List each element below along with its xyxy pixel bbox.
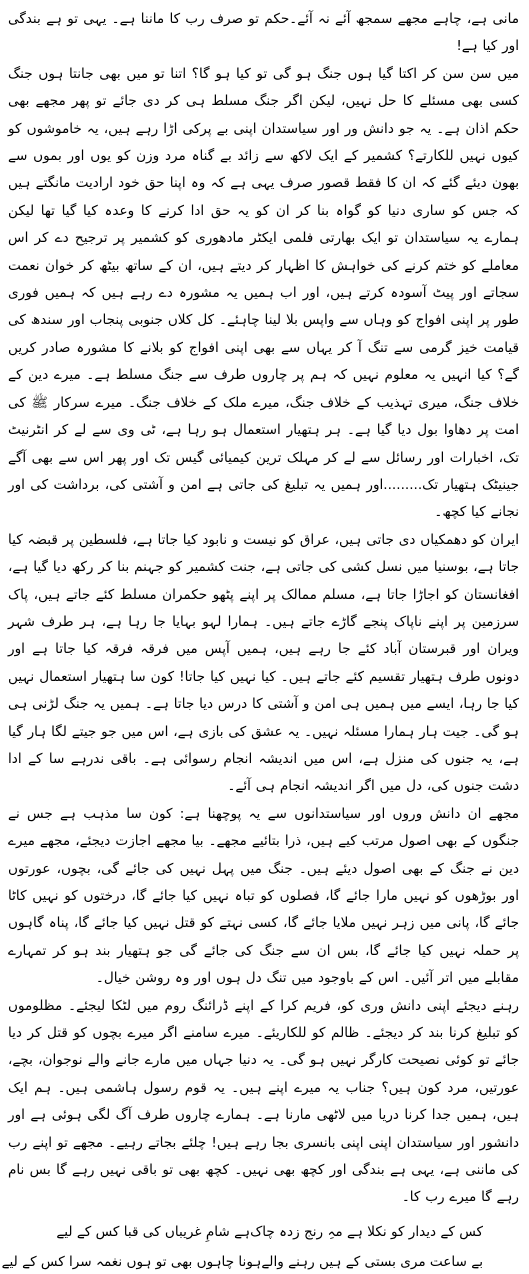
verse-1-first-half: کس کے دیدار کو نکلا ہے مہِ رنج زدہ چاک [250,1223,483,1240]
verse-line-2 [1,1250,483,1274]
poetry-couplet [1,1220,519,1274]
article-paragraph-oppression: ایران کو دھمکیاں دی جاتی ہیں، عراق کو نیست و نابود کیا جاتا ہے، فلسطین پر قبضہ کیا جاتا ہے، بوسنیا میں نسل کشی کی جاتی ہے، جنت کشمیر کو جہنم بنا کر رکھ دیا گیا ہے، افغانستان کو اجاڑا جاتا ہے، مسلم ممالک پر اپنے پٹھو حکمران مسلط کئے جاتے ہیں، پاک سرزمین پر اپنے ناپاک پنجے گاڑے جاتے ہیں۔ ہمارا لہو بہایا جا رہا ہے، ہر طرف شہر ویران اور قبرستان آباد کئے جا رہے ہیں، ہمیں آپس میں فرقہ فرقہ کیا جاتا ہے اور دونوں طرف ہتھیار تقسیم کئے جاتے ہیں۔ کیا نہیں کیا جاتا! کون سا ہتھیار استعمال نہیں کیا جا رہا، ایسے میں ہمیں ہی امن و آشتی کا درس دیا جاتا ہے۔ ہمیں یہ جنگ لڑنی ہی ہو گی۔ جیت ہار ہمارا مسئلہ نہیں۔ یہ عشق کی بازی ہے، اس میں جو جیتے لگا ہار گیا ہے، یہ جنوں کی منزل ہے، اس میں اندیشہ انجام رسوائی ہے۔ باقی ندرہے سا کے ادا دشت جنوں کی، دل میں اگر اندیشہ انجام ہی آئے۔ [8,531,519,795]
verse-line-1 [56,1220,483,1244]
article-paragraph-rules-of-war: مجھے ان دانش وروں اور سیاستدانوں سے یہ پوچھنا ہے: کون سا مذہب ہے جس نے جنگوں کے بھی اصول مرتب کیے ہیں، ذرا بتائیے مجھے۔ بیا مجھے اجازت دیجئے، مجھے میرے دین نے جنگ کے بھی اصول دیئے ہیں۔ جنگ میں پہل نہیں کی جائے گی، بچوں، عورتوں اور بوڑھوں کو نہیں مارا جائے گا، فصلوں کو تباہ نہیں کیا جائے گا، درختوں کو نہیں کاٹا جائے گا، پانی میں زہر نہیں ملایا جائے گا، کسی نہتے کو قتل نہیں کیا جائے گا، پناہ گاہوں پر حملہ نہیں کیا جائے گا، بس ان سے جنگ کی جائے گی جو ہتھیار بند ہو کر تمہارے مقابلے میں اتر آئیں۔ اس کے باوجود میں تنگ دل ہوں اور وہ روشن خیال۔ [8,805,519,987]
verse-1-second-half: ہے شامِ غریباں کی قبا کس کے لیے [56,1223,251,1240]
article-paragraph-intro: مانی ہے، چاہے مجھے سمجھ آئے نہ آئے۔حکم تو صرف رب کا ماننا ہے۔ یہی تو ہے بندگی اور کیا ہے! [8,11,519,55]
article-paragraph-conclusion: رہنے دیجئے اپنی دانش وری کو، فریم کرا کے اپنے ڈرائنگ روم میں لٹکا لیجئے۔ مظلوموں کو تبلیغ کرنا بند کر دیجئے۔ ظالم کو للکاریئے۔ میرے سامنے اگر میرے بچوں کو قتل کر دیا جائے تو کوئی نصیحت کارگر نہیں ہو گی۔ یہ دنیا جہاں میں مارے جانے والے نوجوان، بچے، عورتیں، مرد کون ہیں؟ جناب یہ میرے اپنے ہیں۔ یہ قوم رسول ہاشمی ہیں۔ ہم ایک ہیں، ہمیں جدا کرنا دریا میں لاٹھی مارنا ہے۔ ہمارے چاروں طرف آگ لگی ہوئی ہے اور دانشور اور سیاستدان اپنی اپنی بانسری بجا رہے ہیں! چلئے بجاتے رہیے۔ مجھے تو اپنے رب کی ماننی ہے، یہی ہے بندگی اور کچھ بھی نہیں۔ کچھ بھی تو باقی نہیں رہے گا بس نام رہے گا میرے رب کا۔ [8,997,519,1206]
article-paragraph-war: میں سن سن کر اکتا گیا ہوں جنگ ہو گی تو کیا ہو گا؟ اتنا تو میں بھی جانتا ہوں جنگ کسی بھی مسئلے کا حل نہیں، لیکن اگر جنگ مسلط ہی کر دی جائے تو پھر مجھے بھی حکم اذان ہے۔ یہ جو دانش ور اور سیاستدان اپنی بے پرکی اڑا رہے ہیں، یہ خاموشوں کو کیوں نہیں للکارتے؟ کشمیر کے ایک لاکھ سے زائد بے گناہ مرد وزن کو یوں اور بموں سے بھون دیئے گئے کہ ان کا فقط قصور صرف یہی ہے کہ وہ اپنا حق خود ارادیت مانگتے ہیں کہ جس کو ساری دنیا کو گواہ بنا کر ان کو یہ حق ادا کرنے کا وعدہ کیا گیا تھا لیکن ہمارے یہ سیاستدان تو ایک بھارتی فلمی ایکٹر مادھوری کو کشمیر پر ترجیح دے کر اس معاملے کو ختم کرنے کی خواہش کا اظہار کر دیتے ہیں، ان کے ساتھ بیٹھ کر خوان نعمت سجاتے اور پیٹ آسودہ کرتے ہیں، اور اب ہمیں یہ مشورہ دے رہے ہیں کہ ہمیں فوری طور پر اپنی افواج کو وہاں سے واپس بلا لینا چاہئے۔ کل کلاں جنوبی پنجاب اور سندھ کی قیامت خیز گرمی سے تنگ آ کر یہاں سے بھی اپنی افواج کو بلانے کا مشورہ صادر کریں گے؟ کیا انہیں یہ معلوم نہیں کہ ہم پر چاروں طرف سے جنگ مسلط ہے۔ میرے دین کے خلاف جنگ، میری تہذیب کے خلاف جنگ، میرے ملک کے خلاف جنگ۔ میرے سرکار ﷺ کی امت پر دھاوا بول دیا گیا ہے۔ ہر ہتھیار استعمال ہو رہا ہے، ٹی وی سے لے کر انٹرنیٹ تک، اخبارات اور رسائل سے لے کر مہلک ترین کیمیائی گیس تک اور پھر اس سے بھی آگے جینیٹک ہتھیار تک.........اور ہمیں یہ تبلیغ کی جاتی ہے امن و آشتی کی، برداشت کی اور نجانے کیا کچھ۔ [8,65,519,521]
verse-2-second-half: ہونا چاہوں بھی تو ہوں نغمہ سرا کس کے لیے [1,1253,262,1270]
verse-2-first-half: بے ساعت مری بستی کے ہیں رہنے والے [261,1253,483,1270]
